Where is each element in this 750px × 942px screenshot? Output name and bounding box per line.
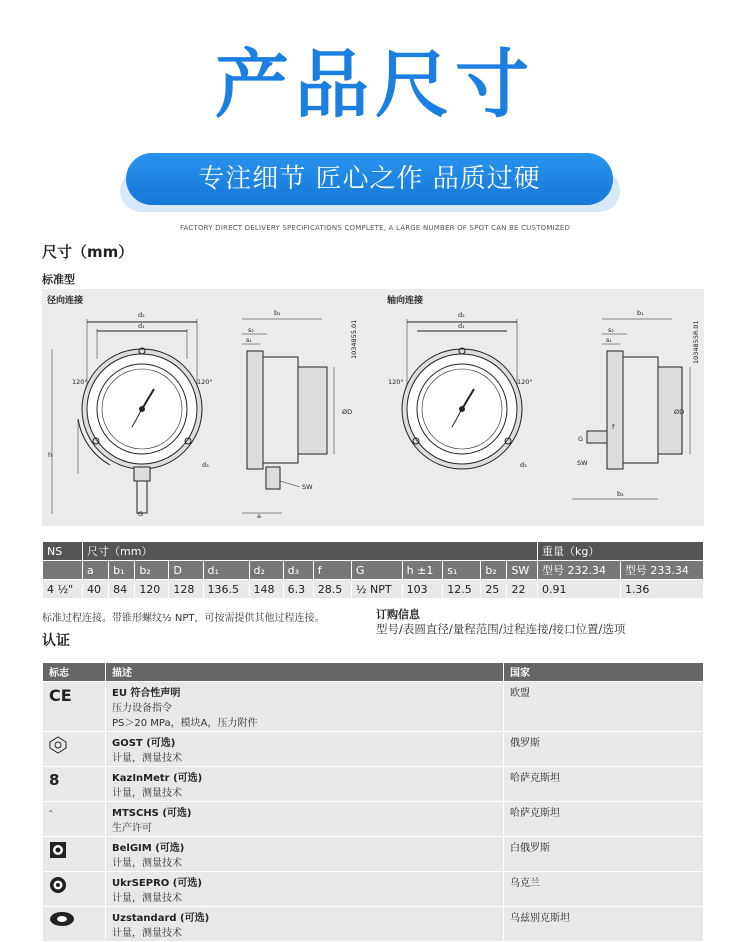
cert-row (43, 907, 704, 942)
dims-cell: ½ NPT (351, 580, 402, 599)
order-info-title: 订购信息 (376, 608, 420, 621)
dims-col: b₂ (481, 561, 507, 580)
dims-col: h ±1 (402, 561, 443, 580)
cert-desc-line: 计量，测量技术 (112, 788, 182, 799)
right-d2: d₂ (458, 311, 465, 319)
cert-header-logo: 标志 (43, 663, 106, 682)
dims-cell: 28.5 (313, 580, 351, 599)
radial-gauge-front (52, 319, 202, 514)
ce-icon: CE (49, 686, 72, 705)
cert-country: 欧盟 (504, 682, 704, 732)
left-D: ØD (342, 408, 353, 416)
cert-desc-line: PS＞20 MPa，模块A，压力附件 (112, 718, 258, 729)
dims-header-size: 尺寸（mm） (83, 542, 538, 561)
left-h: h (48, 451, 53, 459)
right-d1: d₁ (458, 322, 465, 330)
cert-name: MTSCHS (可选) (112, 808, 192, 819)
dims-cell: 103 (402, 580, 443, 599)
dims-col: SW (507, 561, 538, 580)
dims-col: d₁ (203, 561, 249, 580)
cert-header-row (43, 663, 704, 682)
dims-col: a (83, 561, 109, 580)
right-G: G (578, 435, 584, 443)
right-f: f (612, 423, 615, 431)
left-d1: d₁ (138, 322, 145, 330)
right-d3: d₃ (520, 461, 527, 469)
left-s2: s₂ (248, 326, 254, 334)
left-angle-1: 120° (72, 378, 88, 386)
right-s1: s₁ (606, 336, 612, 344)
certification-table (42, 662, 704, 942)
cert-name: EU 符合性声明 (112, 688, 181, 699)
dims-cell: 0.91 (537, 580, 620, 599)
dims-cell: 1.36 (620, 580, 703, 599)
standard-type-label: 标准型 (42, 273, 75, 286)
right-s2: s₂ (608, 326, 614, 334)
right-code: 1034855R.01 (692, 320, 700, 364)
dims-cell: 4 ½" (43, 580, 83, 599)
cert-name: Uzstandard (可选) (112, 913, 210, 924)
cert-country: 乌兹别克斯坦 (504, 907, 704, 942)
dims-cell: 128 (169, 580, 203, 599)
cert-country: 白俄罗斯 (504, 837, 704, 872)
dims-cell: 22 (507, 580, 538, 599)
left-SW: SW (302, 483, 313, 491)
belgim-icon (49, 841, 67, 862)
left-G: G (138, 510, 144, 518)
dims-col: b₁ (109, 561, 135, 580)
dims-col: d₃ (283, 561, 313, 580)
axial-title: 轴向连接 (387, 296, 424, 306)
axial-gauge-front (402, 319, 522, 469)
dims-row (43, 580, 704, 599)
cert-row (43, 732, 704, 767)
cert-row (43, 802, 704, 837)
dimensions-table (42, 541, 704, 599)
left-d2: d₂ (138, 311, 145, 319)
dims-col: d₂ (249, 561, 283, 580)
cert-name: KazInMetr (可选) (112, 773, 203, 784)
cert-desc-line: 计量，测量技术 (112, 893, 182, 904)
left-s1: s₁ (246, 336, 252, 344)
slogan-banner: 专注细节 匠心之作 品质过硬 (126, 153, 613, 205)
dims-header-weight: 重量（kg） (537, 542, 703, 561)
dims-cell: 84 (109, 580, 135, 599)
dims-header-ns: NS (43, 542, 83, 561)
right-angle-1: 120° (388, 378, 404, 386)
radial-gauge-side (242, 319, 334, 513)
dims-header-row-2 (43, 561, 704, 580)
page-title: 产品尺寸 (215, 42, 535, 128)
cert-country: 俄罗斯 (504, 732, 704, 767)
dims-header-row-1 (43, 542, 704, 561)
dims-cell: 120 (135, 580, 169, 599)
cert-name: BelGIM (可选) (112, 843, 185, 854)
cert-desc-line: 生产许可 (112, 823, 152, 834)
cert-desc-line: 计量，测量技术 (112, 753, 182, 764)
cert-name: UkrSEPRO (可选) (112, 878, 202, 889)
gost-icon (49, 736, 67, 757)
cert-row (43, 682, 704, 732)
dims-cell: 148 (249, 580, 283, 599)
dims-cell: 40 (83, 580, 109, 599)
drawing-svg (42, 289, 704, 526)
right-b1: b₁ (637, 309, 644, 317)
cert-desc-line: 计量，测量技术 (112, 928, 182, 939)
dash-symbol: - (49, 806, 53, 817)
cert-country: 乌克兰 (504, 872, 704, 907)
radial-title: 径向连接 (47, 296, 84, 306)
right-angle-2: 120° (517, 378, 533, 386)
kazinmetr-icon: 8 (49, 771, 60, 789)
left-angle-2: 120° (197, 378, 213, 386)
left-a: a (257, 512, 261, 520)
dims-cell: 12.5 (443, 580, 481, 599)
order-info-text: 型号/表圆直径/量程范围/过程连接/接口位置/选项 (376, 622, 626, 636)
right-D: ØD (674, 408, 685, 416)
cert-header-desc: 描述 (106, 663, 504, 682)
cert-desc-line: 压力设备指令 (112, 703, 172, 714)
certification-title: 认证 (42, 633, 70, 649)
cert-country: 哈萨克斯坦 (504, 802, 704, 837)
dims-col: D (169, 561, 203, 580)
process-connection-note: 标准过程连接。带锥形螺纹½ NPT，可按需提供其他过程连接。 (42, 613, 325, 624)
dims-col: 型号 233.34 (620, 561, 703, 580)
cert-header-country: 国家 (504, 663, 704, 682)
ukrsepro-icon (49, 876, 67, 897)
tagline: FACTORY DIRECT DELIVERY SPECIFICATIONS COMPLETE, A LARGE NUMBER OF SPOT CAN BE CUSTOMIZED (179, 224, 571, 232)
right-b2: b₂ (617, 490, 624, 498)
cert-name: GOST (可选) (112, 738, 176, 749)
cert-row (43, 872, 704, 907)
left-d3: d₃ (202, 461, 209, 469)
cert-row (43, 837, 704, 872)
dims-col: G (351, 561, 402, 580)
cert-country: 哈萨克斯坦 (504, 767, 704, 802)
right-SW: SW (577, 459, 588, 467)
left-code: 1034855.01 (350, 319, 358, 359)
technical-drawing (42, 289, 704, 526)
cert-row (43, 767, 704, 802)
size-section-title: 尺寸（mm） (42, 243, 134, 261)
dims-cell: 136.5 (203, 580, 249, 599)
dims-col: s₁ (443, 561, 481, 580)
cert-desc-line: 计量，测量技术 (112, 858, 182, 869)
dims-cell: 25 (481, 580, 507, 599)
dims-cell: 6.3 (283, 580, 313, 599)
dims-col: 型号 232.34 (537, 561, 620, 580)
axial-gauge-side (572, 319, 690, 499)
left-b1: b₁ (274, 309, 281, 317)
dims-col: b₂ (135, 561, 169, 580)
dims-col: f (313, 561, 351, 580)
